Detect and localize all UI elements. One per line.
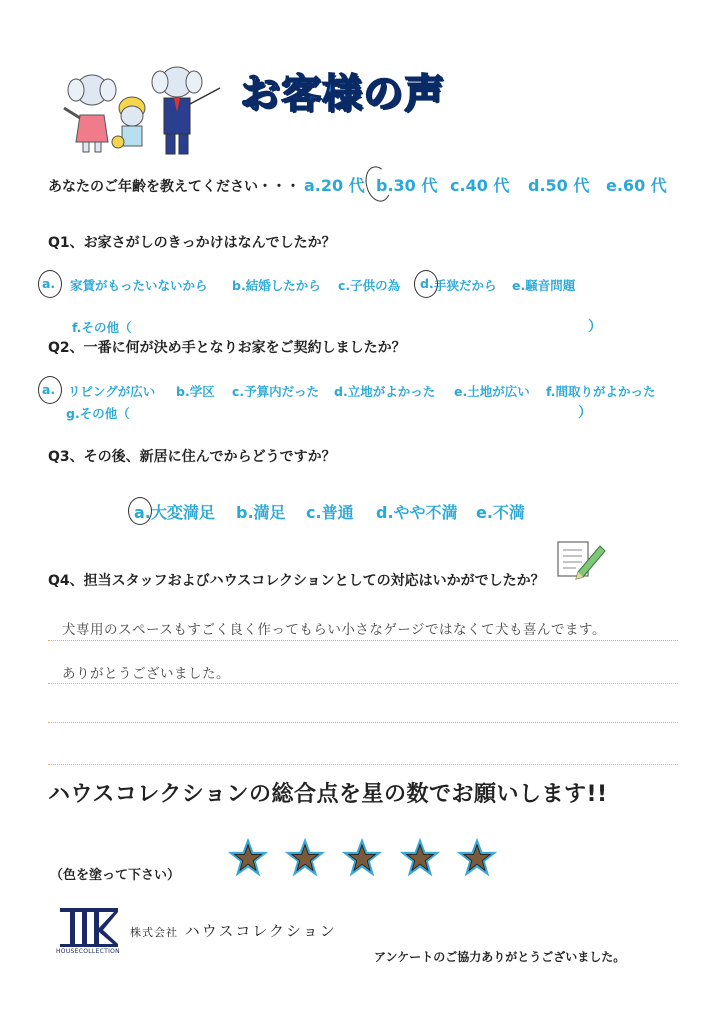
q1-other-close: ） — [588, 319, 602, 335]
q4-answer-line-2: ありがとうございました。 — [62, 666, 230, 682]
q2-option-e[interactable]: e.土地が広い — [454, 384, 530, 399]
rating-note: （色を塗って下さい） — [50, 868, 181, 883]
q2-option-a[interactable]: リビングが広い — [68, 384, 156, 399]
q1-selection-mark-d — [414, 270, 438, 298]
q1-option-a-letter[interactable]: a. — [42, 276, 56, 291]
q2-option-d[interactable]: d.立地がよかった — [334, 384, 436, 399]
q4-answer-line-1: 犬専用のスペースもすごく良く作ってもらい小さなゲージではなくて犬も喜んでます。 — [62, 622, 606, 638]
company-name — [130, 920, 337, 941]
answer-rule-3 — [48, 722, 678, 723]
q2-option-c[interactable]: c.予算内だった — [232, 384, 320, 399]
mascot-illustration — [52, 60, 232, 160]
q1-option-d-letter[interactable]: d. — [420, 276, 434, 291]
q4-label: Q4、担当スタッフおよびハウスコレクションとしての対応はいかがでしたか？ — [48, 573, 545, 589]
age-selection-mark — [362, 164, 394, 205]
q3-option-b[interactable]: b.満足 — [236, 503, 286, 522]
age-option-b[interactable]: b.30 代 — [376, 176, 438, 195]
q1-selection-mark-a — [38, 270, 62, 298]
memo-pencil-icon — [552, 538, 608, 582]
rating-star-4[interactable] — [398, 836, 442, 880]
q1-label: Q1、お家さがしのきっかけはなんでしたか？ — [48, 235, 336, 251]
q2-option-a-letter[interactable]: a. — [42, 382, 56, 397]
logo-text: HOUSECOLLECTION — [56, 948, 120, 955]
answer-rule-1 — [48, 640, 678, 641]
age-option-d[interactable]: d.50 代 — [528, 176, 590, 195]
age-option-e[interactable]: e.60 代 — [606, 176, 667, 195]
age-option-a[interactable]: a.20 代 — [304, 176, 365, 195]
q2-selection-mark-a — [38, 376, 62, 404]
q1-option-e[interactable]: e.騒音問題 — [512, 278, 576, 293]
q3-option-d[interactable]: d.やや不満 — [376, 503, 458, 522]
q3-selection-mark-a — [128, 497, 152, 525]
q3-label: Q3、その後、新居に住んでからどうですか？ — [48, 449, 336, 465]
q1-option-b[interactable]: b.結婚したから — [232, 278, 321, 293]
company-prefix: 株式会社 — [130, 926, 178, 939]
age-option-c[interactable]: c.40 代 — [450, 176, 510, 195]
q1-option-other[interactable]: f.その他（ — [72, 320, 132, 335]
q1-option-c[interactable]: c.子供の為 — [338, 278, 401, 293]
rating-star-2[interactable] — [283, 836, 327, 880]
rating-star-1[interactable] — [226, 836, 270, 880]
answer-rule-2 — [48, 683, 678, 684]
girl-elephant-icon — [64, 75, 116, 152]
q2-label: Q2、一番に何が決め手となりお家をご契約しましたか？ — [48, 340, 406, 356]
q3-option-e[interactable]: e.不満 — [476, 503, 525, 522]
q2-option-other[interactable]: g.その他（ — [66, 406, 130, 421]
q2-option-b[interactable]: b.学区 — [176, 384, 215, 399]
age-question-label: あなたのご年齢を教えてください・・・ — [48, 179, 300, 195]
q2-other-close: ） — [578, 405, 592, 421]
q1-option-d[interactable]: 手狭だから — [434, 278, 497, 293]
rating-star-5[interactable] — [455, 836, 499, 880]
child-elephant-icon — [112, 97, 145, 148]
thanks-message: アンケートのご協力ありがとうございました。 — [374, 950, 626, 964]
q1-option-a[interactable]: 家賃がもったいないから — [70, 278, 208, 293]
teacher-elephant-icon — [152, 67, 220, 154]
q2-option-f[interactable]: f.間取りがよかった — [546, 384, 656, 399]
rating-star-3[interactable] — [340, 836, 384, 880]
q3-option-c[interactable]: c.普通 — [306, 503, 354, 522]
company-name-text: ハウスコレクション — [184, 922, 337, 940]
q3-option-a[interactable]: a.大変満足 — [134, 503, 215, 522]
answer-rule-4 — [48, 764, 678, 765]
rating-heading: ハウスコレクションの総合点を星の数でお願いします!! — [48, 782, 608, 807]
page-title: お客様の声 — [240, 71, 445, 117]
